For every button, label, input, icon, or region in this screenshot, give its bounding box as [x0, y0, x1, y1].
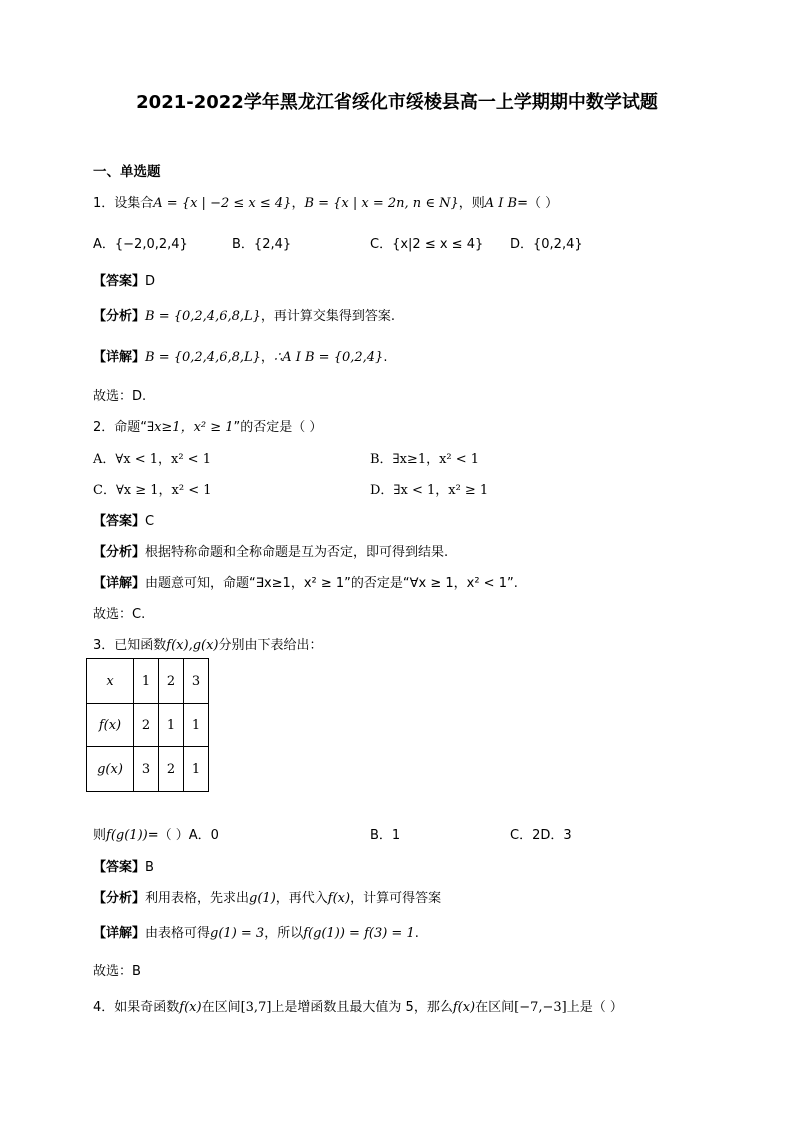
table-cell: 2	[159, 659, 184, 704]
q3-detail-tag: 【详解】	[93, 926, 146, 941]
table-cell: x	[87, 659, 134, 704]
q2-option-b: B．∃x≥1，x² < 1	[370, 452, 480, 467]
q2-stem	[93, 416, 322, 435]
q3-analysis-mid: ，再代入	[275, 891, 328, 906]
q2-answer	[93, 510, 154, 529]
table-cell: 1	[159, 704, 184, 747]
q4-stem	[93, 996, 623, 1015]
table-cell: 2	[134, 704, 159, 747]
q2-analysis	[93, 541, 448, 560]
q2-detail	[93, 572, 518, 591]
q1-expr: A I B	[484, 196, 518, 211]
q1-detail-math1: B = {0,2,4,6,8,L}	[145, 350, 261, 365]
q1-analysis-math: B = {0,2,4,6,8,L}	[145, 309, 261, 324]
q3-ask-math: f(g(1))	[106, 828, 148, 843]
table-cell: 1	[184, 704, 209, 747]
q3-analysis-pre: 利用表格，先求出	[145, 891, 250, 906]
table-row	[87, 747, 209, 792]
table-row	[87, 659, 209, 704]
q4-m2: [3,7]	[240, 1000, 272, 1015]
q3-detail-pre: 由表格可得	[145, 926, 211, 941]
q3-stem-math: f(x),g(x)	[166, 638, 219, 653]
q3-analysis-end: ，计算可得答案	[350, 891, 442, 906]
q3-detail-end: .	[414, 926, 419, 941]
table-row	[87, 704, 209, 747]
q2-option-d: D．∃x < 1，x² ≥ 1	[370, 483, 489, 498]
q3-choice: 故选：B	[93, 964, 141, 979]
q1-set-b: B = {x | x = 2n, n ∈ N}	[304, 196, 459, 211]
table-cell: g(x)	[87, 747, 134, 792]
q4-t3: 在区间	[475, 1000, 515, 1015]
q3-analysis-m1: g(1)	[249, 891, 276, 906]
q1-answer	[93, 270, 155, 289]
q2-choice: 故选：C.	[93, 607, 146, 622]
q3-detail-m2: f(g(1)) = f(3) = 1	[303, 926, 415, 941]
q2-analysis-tag: 【分析】	[93, 545, 146, 560]
q1-analysis-text: ，再计算交集得到答案.	[260, 309, 396, 324]
q3-detail-mid: ，所以	[264, 926, 304, 941]
q3-answer-tag: 【答案】	[93, 860, 146, 875]
q2-stem-math: ∃x≥1，x² ≥ 1	[147, 420, 234, 435]
section-heading: 一、单选题	[93, 164, 161, 180]
q3-value-table	[86, 658, 209, 792]
q1-stem	[93, 192, 558, 211]
q3-answer	[93, 856, 154, 875]
q3-answer-value: B	[145, 860, 154, 875]
table-cell: f(x)	[87, 704, 134, 747]
q1-choice: 故选：D.	[93, 389, 147, 404]
q4-t4: 上是（ ）	[566, 1000, 623, 1015]
q3-ask-end: =（ ）A．0	[147, 828, 219, 843]
q3-detail	[93, 922, 419, 941]
q2-stem-pre: 2．命题“	[93, 420, 148, 435]
q2-option-c: C．∀x ≥ 1，x² < 1	[93, 483, 212, 498]
q3-option-b: B．1	[370, 828, 401, 843]
q4-m4: [−7,−3]	[514, 1000, 567, 1015]
q3-stem	[93, 634, 323, 653]
q2-answer-tag: 【答案】	[93, 514, 146, 529]
q3-analysis-tag: 【分析】	[93, 891, 146, 906]
q3-stem-pre: 3．已知函数	[93, 638, 167, 653]
q3-stem-end: 分别由下表给出：	[218, 638, 323, 653]
q4-t1: 在区间	[201, 1000, 241, 1015]
q3-analysis-m2: f(x)	[327, 891, 351, 906]
q1-sep: ，	[291, 196, 305, 211]
q1-option-d: D．{0,2,4}	[510, 237, 583, 252]
table-cell: 1	[134, 659, 159, 704]
q1-detail-sep: ，	[260, 350, 274, 365]
q3-detail-m1: g(1) = 3	[210, 926, 265, 941]
q4-t2: 上是增函数且最大值为 5，那么	[271, 1000, 453, 1015]
q2-detail-text: 由题意可知，命题“∃x≥1，x² ≥ 1”的否定是“∀x ≥ 1，x² < 1”.	[145, 576, 518, 591]
q1-answer-tag: 【答案】	[93, 274, 146, 289]
q2-stem-end: ”的否定是（ ）	[233, 420, 323, 435]
q3-ask	[93, 824, 219, 843]
q3-ask-pre: 则	[93, 828, 107, 843]
page-title: 2021-2022学年黑龙江省绥化市绥棱县高一上学期期中数学试题	[136, 92, 658, 113]
q1-analysis	[93, 305, 395, 324]
q2-answer-value: C	[145, 514, 155, 529]
q1-option-b: B．{2,4}	[232, 237, 292, 252]
q1-option-a: A．{−2,0,2,4}	[93, 237, 188, 252]
q4-m1: f(x)	[179, 1000, 202, 1015]
table-cell: 1	[184, 747, 209, 792]
q4-stem-pre: 4．如果奇函数	[93, 1000, 180, 1015]
q1-detail-tag: 【详解】	[93, 350, 146, 365]
q1-stem-end: =（ ）	[517, 196, 559, 211]
table-cell: 3	[184, 659, 209, 704]
q1-stem-mid: ，则	[458, 196, 485, 211]
q3-analysis	[93, 887, 441, 906]
q1-option-c: C．{x|2 ≤ x ≤ 4}	[370, 237, 484, 252]
q2-detail-tag: 【详解】	[93, 576, 146, 591]
q1-detail	[93, 346, 387, 365]
table-cell: 2	[159, 747, 184, 792]
q1-detail-end: .	[383, 350, 388, 365]
q1-answer-value: D	[145, 274, 156, 289]
q1-analysis-tag: 【分析】	[93, 309, 146, 324]
table-cell: 3	[134, 747, 159, 792]
q1-set-a: A = {x | −2 ≤ x ≤ 4}	[153, 196, 292, 211]
q3-option-cd: C．2D．3	[510, 828, 572, 843]
q2-analysis-text: 根据特称命题和全称命题是互为否定，即可得到结果.	[145, 545, 449, 560]
q1-stem-pre: 1．设集合	[93, 196, 154, 211]
q4-m3: f(x)	[452, 1000, 476, 1015]
q2-option-a: A．∀x < 1，x² < 1	[93, 452, 211, 467]
q1-detail-math2: ∴A I B = {0,2,4}	[273, 350, 384, 365]
